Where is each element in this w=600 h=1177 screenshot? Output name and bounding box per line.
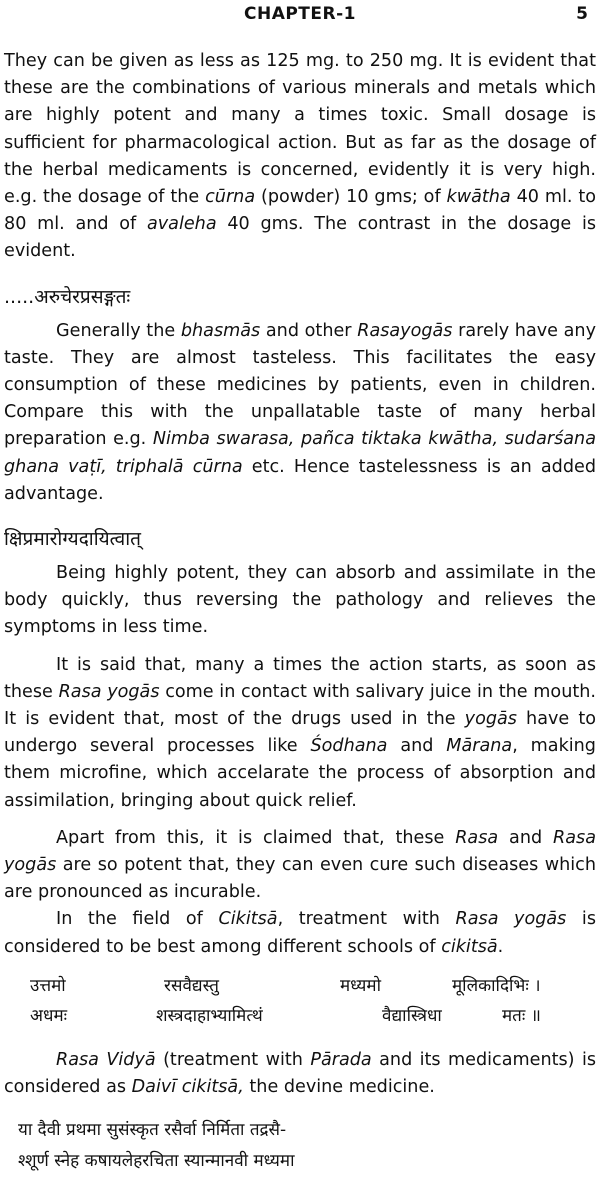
verse-word: मध्यमो <box>340 975 381 996</box>
sanskrit-verse-2 <box>4 1115 596 1177</box>
paragraph-rasa-vidya: Rasa Vidyā (treatment with Pārada and its medicaments) is considered as Daivī cikitsā, the devine medicine. <box>4 1049 596 1098</box>
verse-line: या दैवी प्रथमा सुसंस्कृत रसैर्वा निर्मिता तद्रसै- <box>18 1120 287 1141</box>
paragraph-cikitsa: In the field of Cikitsā, treatment with Rasa yogās is considered to be best among different schools of cikitsā. <box>4 909 596 957</box>
verse-line: श्शूर्ण स्नेह कषायलेहरचिता स्यान्मानवी मध्यमा <box>18 1151 295 1172</box>
paragraph-action: It is said that, many a times the action starts, as soon as these Rasa yogās come in contact with salivary juice in the mouth. It is evident that, most of the drugs used in the yogās have to undergo several processes like Śodhana and Mārana, making them microfine, which accelarate the process of absorption and assimilation, bringing about quick relief. <box>4 654 596 811</box>
verse-word: शस्त्रदाहाभ्यामित्थं <box>156 1005 263 1026</box>
paragraph-potency: Being highly potent, they can absorb and assimilate in the body quickly, thus reversing the pathology and relieves the symptoms in less time. <box>4 563 596 638</box>
verse-word: वैद्यास्त्रिधा <box>382 1005 442 1026</box>
page-header <box>0 4 600 28</box>
paragraph-incurable: Apart from this, it is claimed that, these Rasa and Rasa yogās are so potent that, they can even cure such diseases which are pronounced as incurable. <box>4 827 596 903</box>
verse-word: मतः ॥ <box>502 1005 541 1026</box>
verse-line <box>4 1003 596 1033</box>
verse-word: उत्तमो <box>30 975 66 996</box>
paragraph-dosage: They can be given as less as 125 mg. to 250 mg. It is evident that these are the combinations of various minerals and metals which are highly potent and many a times toxic. Small dosage is sufficient for pharmacological action. But as far as the dosage of the herbal medicaments is concerned, evidently it is very high. e.g. the dosage of the cūrna (powder) 10 gms; of kwātha 40 ml. to 80 ml. and of avaleha 40 gms. The contrast in the dosage is evident. <box>4 51 597 262</box>
verse-word: रसवैद्यस्तु <box>164 975 219 996</box>
verse-word: मूलिकादिभिः । <box>452 975 541 996</box>
paragraph-taste: Generally the bhasmās and other Rasayogās rarely have any taste. They are almost tasteless. This facilitates the easy consumption of these medicines by patients, even in children. Compare this with the unpallatable taste of many herbal preparation e.g. Nimba swarasa, pañca tiktaka kwātha, sudarśana ghana vaṭī, triphalā cūrna etc. Hence tastelessness is an added advantage. <box>4 320 596 504</box>
page-number: 5 <box>576 4 588 24</box>
chapter-title: CHAPTER-1 <box>243 4 356 24</box>
sanskrit-heading-quick-relief: क्षिप्रमारोग्यदायित्वात् <box>4 528 141 551</box>
verse-line <box>4 973 596 1003</box>
sanskrit-verse-1 <box>4 973 596 1033</box>
page-body <box>4 48 596 1177</box>
sanskrit-heading-taste: .....अरुचेरप्रसङ्गतः <box>4 285 131 308</box>
verse-word: अधमः <box>30 1005 68 1026</box>
